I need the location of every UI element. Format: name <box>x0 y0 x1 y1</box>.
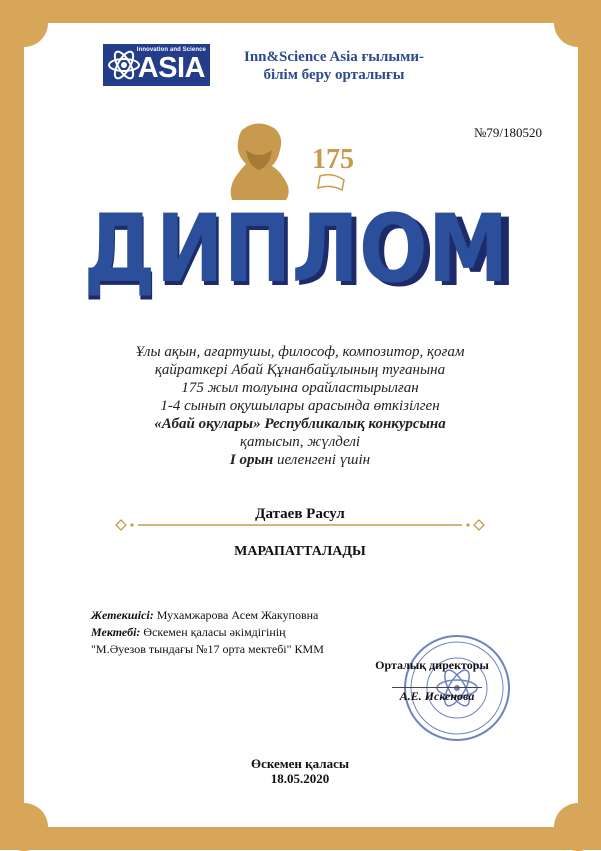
director-name: А.Е. Искенова <box>392 687 482 704</box>
description-line: 1-4 сынып оқушылары арасында өткізілген <box>160 398 440 414</box>
issue-place-date <box>200 756 400 786</box>
document-number: №79/180520 <box>473 125 542 140</box>
contest-name: «Абай оқулары» Республикалық конкурсына <box>154 416 446 432</box>
supervisor-line <box>91 607 411 624</box>
title-shadow: ДИПЛОМ <box>84 203 517 303</box>
director-signature-block <box>352 658 512 704</box>
school-line <box>91 624 411 641</box>
logo-tagline: Innovation and Science <box>136 47 206 53</box>
director-role: Орталық директоры <box>375 658 489 672</box>
issue-city: Өскемен қаласы <box>250 756 349 771</box>
diploma-title <box>84 203 517 303</box>
description-line: 175 жыл толуына орайластырылған <box>181 380 419 396</box>
atom-icon <box>107 48 141 82</box>
award-verb: МАРАПАТТАЛАДЫ <box>234 544 366 559</box>
abai-portrait-emblem <box>222 120 372 200</box>
organization-line: білім беру орталығы <box>263 67 405 83</box>
school-name: "М.Әуезов тындағы №17 орта мектебі" КММ <box>91 642 324 656</box>
school-value: Өскемен қаласы әкімдігінің <box>140 625 286 639</box>
ornamental-divider <box>114 516 486 534</box>
school-label: Мектебі: <box>91 625 141 639</box>
frame-corner <box>0 0 48 47</box>
supervisor-value: Мухамжарова Асем Жакуповна <box>153 608 319 622</box>
place-label: I орын <box>229 452 274 468</box>
organization-line: Inn&Science Asia ғылыми- <box>243 49 424 65</box>
recipient-name: Датаев Расул <box>255 506 345 522</box>
title-text: ДИПЛОМ <box>84 203 509 303</box>
issue-date: 18.05.2020 <box>270 771 330 786</box>
supervisor-label: Жетекшісі: <box>91 608 154 622</box>
place-rest: иеленгені үшін <box>273 452 371 468</box>
organization-name <box>234 48 434 84</box>
frame-corner <box>554 803 601 851</box>
description-line: қайраткері Абай Құнанбайұлының туғанына <box>154 362 446 378</box>
description-line: Ұлы ақын, ағартушы, философ, композитор, қоғам <box>135 344 465 360</box>
description-line: қатысып, жүлделі <box>239 434 361 450</box>
award-description <box>80 343 520 469</box>
asia-logo <box>103 44 210 86</box>
frame-corner <box>0 803 48 851</box>
school-info <box>91 607 411 658</box>
place-line <box>80 451 520 469</box>
logo-wordmark: ASIA <box>137 52 205 84</box>
anniversary-badge: 175 <box>312 144 354 175</box>
frame-corner <box>554 0 601 47</box>
